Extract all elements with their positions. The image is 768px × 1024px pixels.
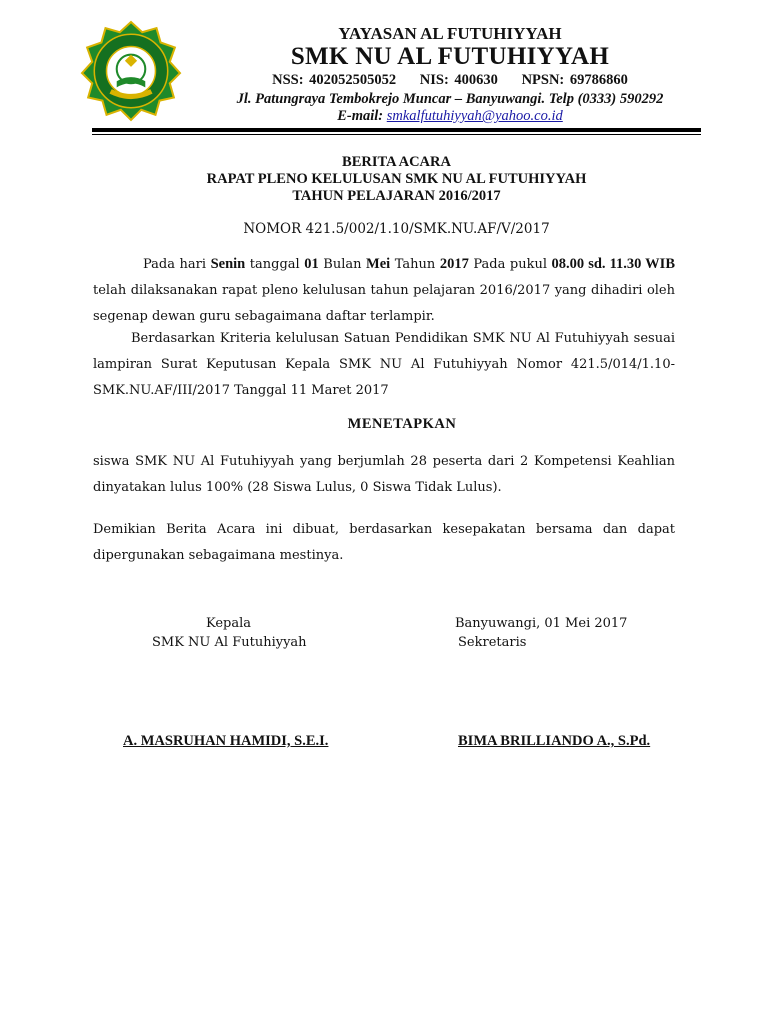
school-address: Jl. Patungraya Tembokrejo Muncar – Banyuwangi. Telp (0333) 590292 [236,91,664,107]
meeting-month: Mei [366,256,391,272]
left-signer-org: SMK NU Al Futuhiyyah [152,635,307,650]
paragraph-decision: siswa SMK NU Al Futuhiyyah yang berjumlah 28 peserta dari 2 Kompetensi Keahlian dinyatakan lulus 100% (28 Siswa Lulus, 0 Siswa Tidak Lulus). [93,454,675,495]
nis: NIS: 400630 [419,72,498,88]
doc-title: BERITA ACARA [342,154,451,170]
npsn: NPSN: 69786860 [521,72,628,88]
email-link[interactable]: smkalfutuhiyyah@yahoo.co.id [386,108,563,124]
right-signer-role: Sekretaris [458,635,527,650]
school-ids [200,72,700,89]
paragraph-closing: Demikian Berita Acara ini dibuat, berdasarkan kesepakatan bersama dan dapat dipergunakan sebagaimana mestinya. [93,522,675,563]
paragraph-meeting: Pada hari Senin tanggal 01 Bulan Mei Tahun 2017 Pada pukul 08.00 sd. 11.30 WIB telah dilaksanakan rapat pleno kelulusan tahun pelajaran 2016/2017 yang dihadiri oleh segenap dewan guru sebagaimana daftar terlampir. [93,256,675,324]
meeting-date: 01 [304,256,319,272]
meeting-time: 08.00 sd. 11.30 WIB [551,256,675,272]
letterhead-rule-thin [92,134,701,135]
doc-number: NOMOR 421.5/002/1.10/SMK.NU.AF/V/2017 [243,221,550,237]
email-line [200,108,700,125]
left-signer-role: Kepala [206,616,252,631]
doc-subtitle: RAPAT PLENO KELULUSAN SMK NU AL FUTUHIYYAH [206,171,587,187]
place-date: Banyuwangi, 01 Mei 2017 [455,616,628,631]
school-logo [80,20,182,122]
right-signer-name: BIMA BRILLIANDO A., S.Pd. [458,733,651,749]
meeting-year: 2017 [439,256,469,272]
school-name: SMK NU AL FUTUHIYYAH [290,43,610,70]
doc-year: TAHUN PELAJARAN 2016/2017 [292,188,501,204]
meeting-day: Senin [210,256,246,272]
left-signer-name: A. MASRUHAN HAMIDI, S.E.I. [123,733,329,749]
decision-heading: MENETAPKAN [347,416,457,432]
email-label: E-mail: [337,108,384,124]
foundation-name: YAYASAN AL FUTUHIYYAH [338,24,562,43]
nss: NSS: 402052505052 [272,72,397,88]
letterhead-rule-thick [92,128,701,132]
paragraph-criteria: Berdasarkan Kriteria kelulusan Satuan Pendidikan SMK NU Al Futuhiyyah sesuai lampiran Surat Keputusan Kepala SMK NU Al Futuhiyyah Nomor 421.5/014/1.10-SMK.NU.AF/III/2017 Tanggal 11 Maret 2017 [93,331,675,398]
